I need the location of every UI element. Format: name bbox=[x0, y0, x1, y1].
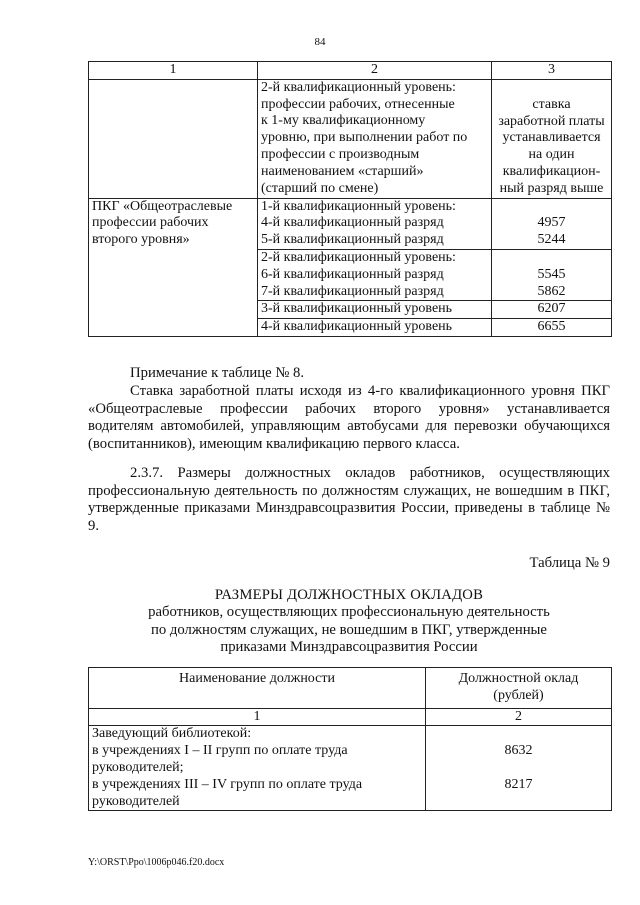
cell-line: Заведующий библиотекой: bbox=[92, 726, 252, 742]
paragraph-2-3-7: 2.3.7. Размеры должностных окладов работников, осуществляющих профессиональную деятельность по должностям служащих, не вошедшим в ПКГ, утвержденные приказами Минздравсоцразвития России, приведены в таблице № 9. bbox=[88, 465, 610, 534]
note-text: Ставка заработной платы исходя из 4-го квалификационного уровня ПКГ «Общеотраслевые профессии рабочих второго уровня» устанавливается водителям автомобилей, управляющим автобусами для перевозки обучающихся (воспитанников), имеющим квалификацию первого класса. bbox=[88, 383, 610, 452]
subtitle-line: работников, осуществляющих профессиональную деятельность bbox=[148, 604, 550, 620]
cell-line: руководителей bbox=[92, 793, 180, 809]
salary-cell bbox=[425, 726, 611, 811]
table-header-row bbox=[89, 668, 612, 709]
rate-note-cell bbox=[492, 79, 612, 198]
cell-line: 3-й квалификационный уровень bbox=[261, 301, 453, 317]
table-row bbox=[89, 198, 612, 249]
cell-line: (старший по смене) bbox=[261, 180, 379, 196]
value-cell bbox=[492, 249, 612, 300]
blank-line bbox=[429, 726, 608, 743]
table-9-label: Таблица № 9 bbox=[529, 555, 610, 571]
cell-line: профессии рабочих bbox=[92, 215, 209, 231]
cell-line: устанавливается bbox=[502, 130, 601, 146]
cell-line: (рублей) bbox=[493, 687, 544, 703]
blank-line bbox=[495, 250, 608, 267]
cell-line: руководителей; bbox=[92, 759, 184, 775]
blank-line bbox=[495, 199, 608, 216]
value-cell bbox=[492, 198, 612, 249]
cell-line: Должностной оклад bbox=[458, 671, 579, 686]
header-salary bbox=[425, 668, 611, 709]
table-9-title: РАЗМЕРЫ ДОЛЖНОСТНЫХ ОКЛАДОВ bbox=[214, 587, 484, 603]
number-col-1: 1 bbox=[89, 708, 426, 726]
table-9 bbox=[88, 667, 612, 811]
table-number-row bbox=[89, 708, 612, 726]
cell-line: ный разряд выше bbox=[499, 180, 604, 196]
cell-line: ПКГ «Общеотраслевые bbox=[92, 198, 233, 214]
cell-line: 5862 bbox=[537, 283, 566, 299]
number-col-2: 2 bbox=[425, 708, 611, 726]
cell-line: 1-й квалификационный уровень: bbox=[261, 198, 456, 214]
subtitle-line: приказами Минздравсоцразвития России bbox=[220, 639, 478, 655]
cell-line: 5-й квалификационный разряд bbox=[261, 232, 444, 248]
cell-line: 6-й квалификационный разряд bbox=[261, 266, 444, 282]
header-position-name: Наименование должности bbox=[89, 668, 426, 709]
header-col-3: 3 bbox=[492, 62, 612, 80]
level-description-cell bbox=[258, 79, 492, 198]
table-row bbox=[89, 726, 612, 811]
cell-line: в учреждениях I – II групп по оплате труда bbox=[92, 743, 348, 759]
table-header-row bbox=[89, 62, 612, 80]
cell-line: 8632 bbox=[504, 743, 533, 759]
cell-line: 2-й квалификационный уровень: bbox=[261, 79, 456, 95]
cell-line: к 1-му квалификационному bbox=[261, 113, 426, 129]
blank-line bbox=[429, 760, 608, 777]
cell-line: в учреждениях III – IV групп по оплате труда bbox=[92, 776, 363, 792]
header-col-1: 1 bbox=[89, 62, 258, 80]
level-cell bbox=[258, 319, 492, 337]
cell-line: профессии рабочих, отнесенные bbox=[261, 96, 455, 112]
cell-line: заработной платы bbox=[498, 113, 605, 129]
value-cell bbox=[492, 319, 612, 337]
header-col-2: 2 bbox=[258, 62, 492, 80]
group-name-cell bbox=[89, 198, 258, 336]
cell-line: квалификацион- bbox=[502, 163, 601, 179]
cell-line: 5244 bbox=[537, 232, 566, 248]
cell-line: 2-й квалификационный уровень: bbox=[261, 249, 456, 265]
table-8 bbox=[88, 61, 612, 337]
cell-line: ставка bbox=[532, 96, 571, 112]
level-cell bbox=[258, 198, 492, 249]
position-cell bbox=[89, 726, 426, 811]
cell-line: уровню, при выполнении работ по bbox=[261, 130, 468, 146]
cell-line: 6655 bbox=[537, 319, 566, 335]
table-9-subtitle bbox=[88, 604, 610, 657]
cell-line: 4-й квалификационный разряд bbox=[261, 215, 444, 231]
cell-line: 4957 bbox=[537, 215, 566, 231]
level-cell bbox=[258, 249, 492, 300]
cell-line: 4-й квалификационный уровень bbox=[261, 319, 453, 335]
cell-line: наименованием «старший» bbox=[261, 163, 424, 179]
level-cell bbox=[258, 301, 492, 319]
cell-line: профессии с производным bbox=[261, 146, 420, 162]
value-cell bbox=[492, 301, 612, 319]
empty-cell bbox=[89, 79, 258, 198]
subtitle-line: по должностям служащих, не вошедшим в ПКГ, утвержденные bbox=[151, 621, 547, 638]
cell-line: на один bbox=[528, 147, 575, 163]
cell-line: второго уровня» bbox=[92, 232, 190, 248]
cell-line: 8217 bbox=[504, 776, 533, 792]
file-path-footer: Y:\ORST\Ppo\1006p046.f20.docx bbox=[88, 857, 225, 868]
cell-line: 7-й квалификационный разряд bbox=[261, 283, 444, 299]
cell-line: 6207 bbox=[537, 301, 566, 317]
note-title: Примечание к таблице № 8. bbox=[130, 365, 305, 381]
page-number: 84 bbox=[314, 36, 326, 48]
cell-line: 5545 bbox=[537, 266, 566, 282]
table-row-continuation bbox=[89, 79, 612, 198]
